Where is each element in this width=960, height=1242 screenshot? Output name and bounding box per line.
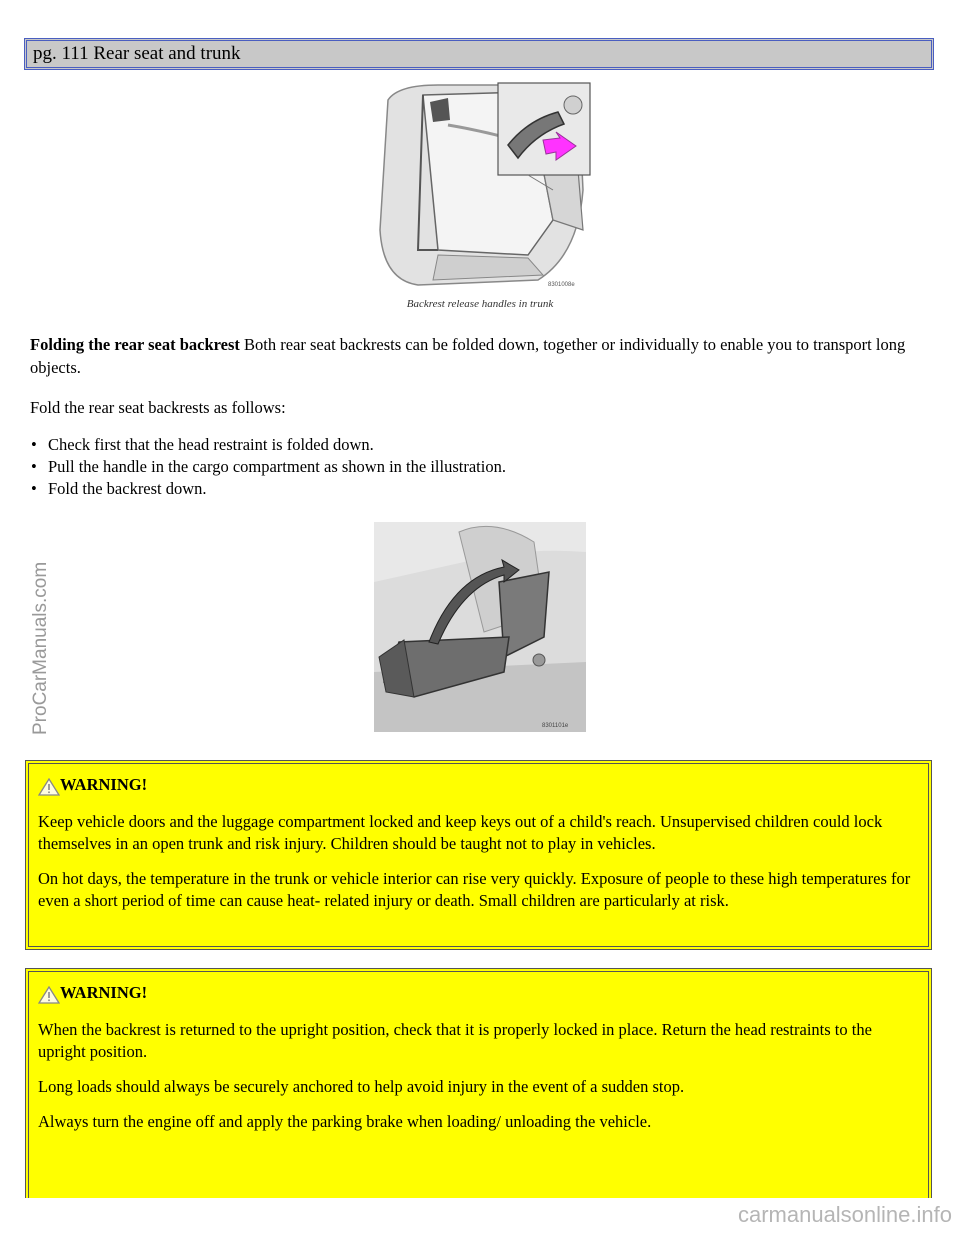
warning-title	[38, 774, 920, 796]
page-header	[24, 38, 934, 70]
section-heading: Folding the rear seat backrest	[30, 335, 240, 354]
footer-watermark	[0, 1198, 960, 1242]
warning-box	[25, 760, 932, 950]
warning-paragraph: When the backrest is returned to the upright position, check that it is properly locked in place. Return the head restraints to the upright position.	[38, 1020, 872, 1061]
warning-title	[38, 982, 920, 1004]
warning-box	[25, 968, 932, 1198]
list-item: • Check first that the head restraint is folded down.	[48, 434, 930, 456]
warning-paragraph: Long loads should always be securely anchored to help avoid injury in the event of a sudden stop.	[38, 1077, 685, 1096]
figure-caption: Backrest release handles in trunk	[406, 298, 554, 310]
intro-paragraph	[30, 333, 935, 379]
list-item: • Fold the backrest down.	[48, 478, 930, 500]
warning-paragraph: Keep vehicle doors and the luggage compartment locked and keep keys out of a child's reach. Unsupervised children could lock themselves in an open trunk and risk injury. Children should be taught not to play in vehicles.	[38, 812, 883, 853]
warning-title-text: WARNING!	[60, 775, 148, 794]
page-title: pg. 111 Rear seat and trunk	[33, 43, 241, 64]
backrest-fold-illustration	[374, 522, 586, 732]
svg-text:8301101e: 8301101e	[542, 723, 569, 729]
list-item: • Pull the handle in the cargo compartment as shown in the illustration.	[48, 456, 930, 478]
warning-triangle-icon	[38, 986, 60, 1004]
intro-text: Both rear seat backrests can be folded down, together or individually to enable you to transport long objects.	[30, 335, 906, 377]
warning-paragraph: On hot days, the temperature in the trunk or vehicle interior can rise very quickly. Exposure of people to these high temperatures for even a short period of time can cause heat- related injury or death. Small children are particularly at risk.	[38, 869, 911, 910]
warning-paragraph: Always turn the engine off and apply the parking brake when loading/ unloading the vehicle.	[38, 1112, 652, 1131]
side-watermark: ProCarManuals.com	[30, 561, 51, 735]
svg-text:8301008e: 8301008e	[548, 282, 575, 288]
steps-list	[30, 434, 930, 500]
footer-watermark-text: carmanualsonline.info	[737, 1202, 952, 1227]
warning-triangle-icon	[38, 778, 60, 796]
trunk-release-illustration	[378, 80, 592, 294]
warning-title-text: WARNING!	[60, 983, 148, 1002]
lead-paragraph: Fold the rear seat backrests as follows:	[30, 398, 286, 417]
